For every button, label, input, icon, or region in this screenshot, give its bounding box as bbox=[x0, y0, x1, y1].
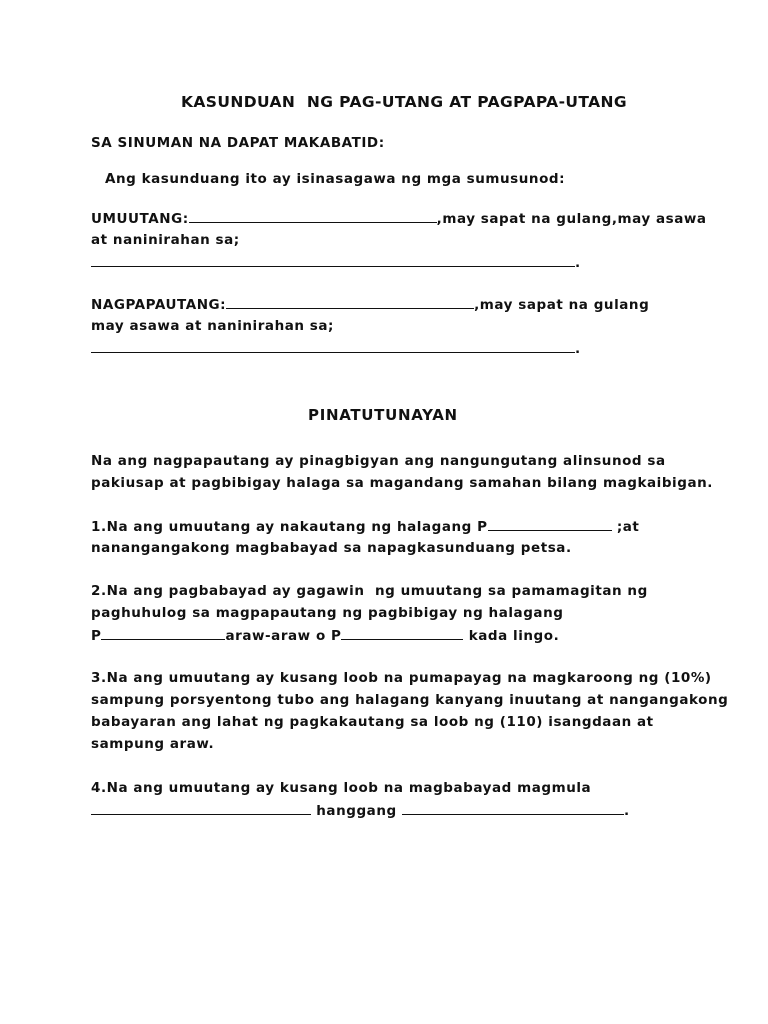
clause-3-line-2: sampung porsyentong tubo ang halagang kanyang inuutang at nangangakong bbox=[91, 692, 729, 708]
lender-address-end: . bbox=[575, 341, 581, 357]
clause-1-text: 1.Na ang umuutang ay nakautang ng halagang P bbox=[91, 519, 488, 535]
borrower-line bbox=[91, 209, 707, 228]
preamble-line-2: pakiusap at pagbibigay halaga sa magandang samahan bilang magkaibigan. bbox=[91, 475, 713, 491]
clause-4-end: . bbox=[623, 803, 630, 819]
clause-2-line-3 bbox=[91, 626, 559, 645]
borrower-address-line bbox=[91, 253, 581, 272]
clause-3-line-4: sampung araw. bbox=[91, 736, 215, 752]
lender-address-blank[interactable] bbox=[91, 339, 575, 353]
clause-3-line-3: babayaran ang lahat ng pagkakautang sa loob ng (110) isangdaan at bbox=[91, 714, 654, 730]
start-date-blank[interactable] bbox=[91, 801, 311, 815]
clause-3-line-1: 3.Na ang umuutang ay kusang loob na pumapayag na magkaroong ng (10%) bbox=[91, 670, 712, 686]
clause-2-line-2: paghuhulog sa magpapautang ng pagbibigay ng halagang bbox=[91, 605, 564, 621]
clause-4-mid: hanggang bbox=[311, 803, 402, 819]
clause-2-suffix: kada lingo. bbox=[463, 628, 560, 644]
clause-2-line-1: 2.Na ang pagbabayad ay gagawin ng umuutang sa pamamagitan ng bbox=[91, 583, 648, 599]
lender-label: NAGPAPAUTANG: bbox=[91, 297, 227, 313]
intro-text: Ang kasunduang ito ay isinasagawa ng mga sumusunod: bbox=[105, 171, 566, 187]
clause-4-line-2 bbox=[91, 801, 630, 820]
clause-2-mid: araw-araw o P bbox=[225, 628, 342, 644]
borrower-label: UMUUTANG: bbox=[91, 211, 189, 227]
borrower-name-blank[interactable] bbox=[189, 209, 437, 223]
lender-suffix: ,may sapat na gulang bbox=[474, 297, 650, 313]
clause-1-suffix: ;at bbox=[611, 519, 640, 535]
clause-1-line-1 bbox=[91, 517, 639, 536]
preamble-line-1: Na ang nagpapautang ay pinagbigyan ang nangungutang alinsunod sa bbox=[91, 453, 666, 469]
loan-amount-blank[interactable] bbox=[488, 517, 612, 531]
clause-4-line-1: 4.Na ang umuutang ay kusang loob na magbabayad magmula bbox=[91, 780, 592, 796]
clause-2-p-prefix: P bbox=[91, 628, 102, 644]
borrower-address-blank[interactable] bbox=[91, 253, 575, 267]
end-date-blank[interactable] bbox=[402, 801, 624, 815]
borrower-suffix: ,may sapat na gulang,may asawa bbox=[436, 211, 707, 227]
lender-address-line bbox=[91, 339, 581, 358]
daily-amount-blank[interactable] bbox=[101, 626, 225, 640]
document-title: KASUNDUAN NG PAG-UTANG AT PAGPAPA-UTANG bbox=[181, 93, 628, 111]
lender-name-blank[interactable] bbox=[226, 295, 474, 309]
lender-residence-label: may asawa at naninirahan sa; bbox=[91, 318, 335, 334]
clause-1-line-2: nanangangakong magbabayad sa napagkasunduang petsa. bbox=[91, 540, 572, 556]
salutation: SA SINUMAN NA DAPAT MAKABATID: bbox=[91, 135, 385, 151]
section-heading: PINATUTUNAYAN bbox=[308, 406, 458, 424]
lender-line bbox=[91, 295, 649, 314]
borrower-address-end: . bbox=[575, 255, 581, 271]
borrower-residence-label: at naninirahan sa; bbox=[91, 232, 240, 248]
weekly-amount-blank[interactable] bbox=[341, 626, 463, 640]
